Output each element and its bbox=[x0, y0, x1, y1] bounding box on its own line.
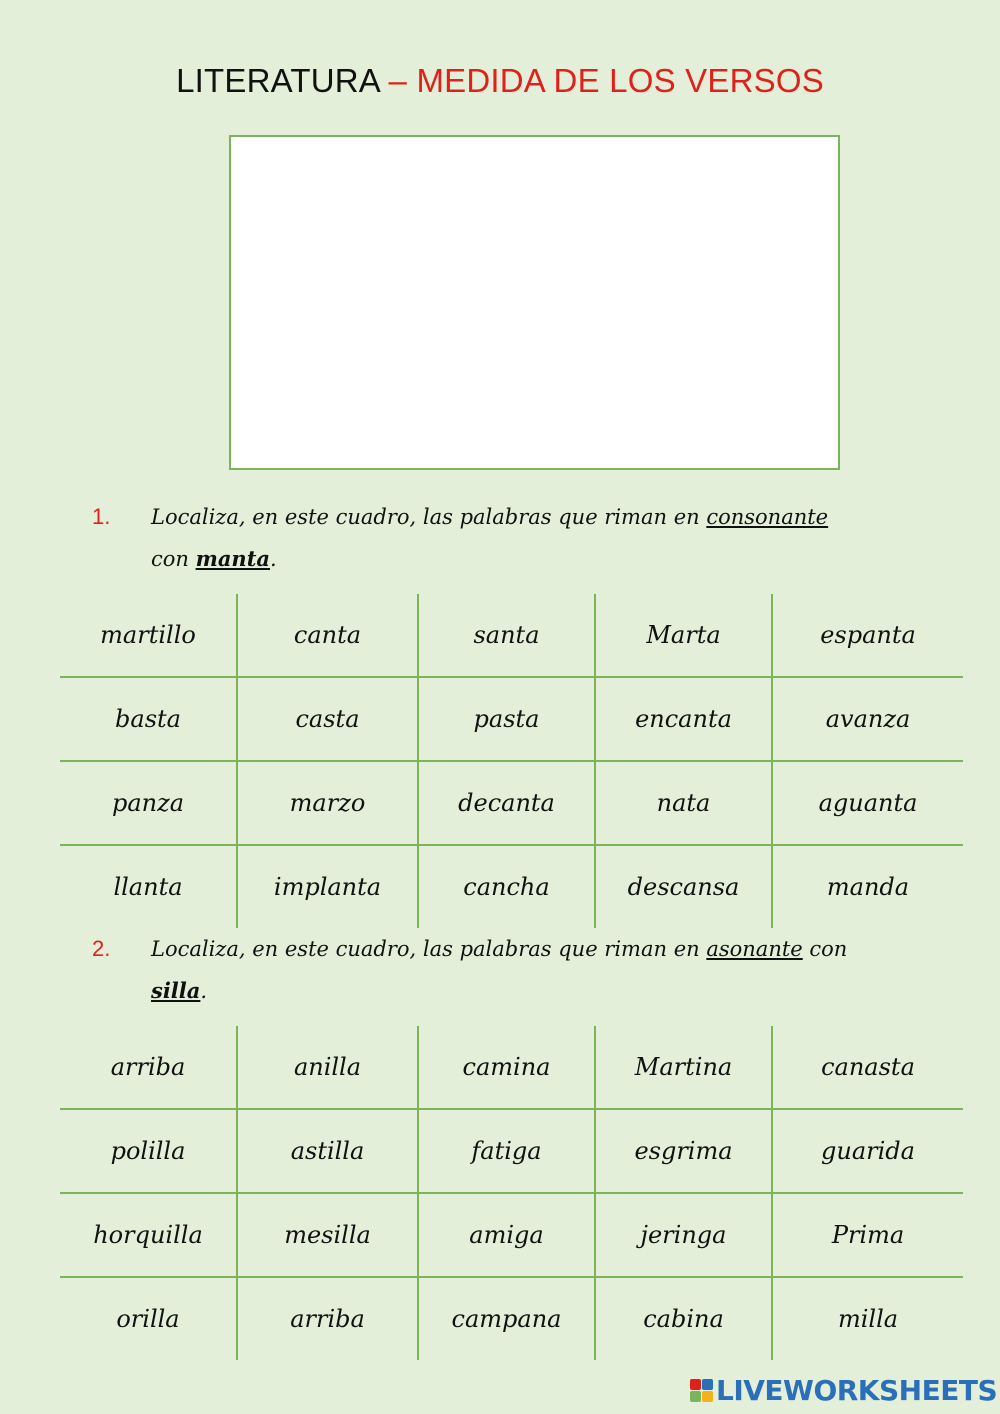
word-cell[interactable]: jeringa bbox=[595, 1193, 772, 1277]
word-cell[interactable]: encanta bbox=[595, 677, 772, 761]
word-cell[interactable]: canasta bbox=[772, 1026, 963, 1109]
exercise-1-text bbox=[151, 496, 950, 580]
liveworksheets-logo[interactable] bbox=[690, 1373, 997, 1407]
word-grid-row bbox=[60, 845, 963, 928]
exercise-2-text bbox=[151, 928, 950, 1012]
word-cell[interactable]: Marta bbox=[595, 594, 772, 677]
word-grid-row bbox=[60, 677, 963, 761]
word-cell[interactable]: polilla bbox=[60, 1109, 237, 1193]
word-grid-row bbox=[60, 761, 963, 845]
exercise-1-word-grid bbox=[60, 594, 963, 928]
word-cell[interactable]: santa bbox=[418, 594, 595, 677]
exercise-1-number: 1. bbox=[92, 504, 111, 529]
word-cell[interactable]: llanta bbox=[60, 845, 237, 928]
word-cell[interactable]: nata bbox=[595, 761, 772, 845]
page-title bbox=[0, 62, 1000, 100]
word-cell[interactable]: camina bbox=[418, 1026, 595, 1109]
exercise-1-text-middle: con bbox=[151, 547, 196, 571]
word-cell[interactable]: arriba bbox=[237, 1277, 418, 1360]
word-cell[interactable]: descansa bbox=[595, 845, 772, 928]
word-cell[interactable]: mesilla bbox=[237, 1193, 418, 1277]
word-cell[interactable]: milla bbox=[772, 1277, 963, 1360]
word-grid-row bbox=[60, 1026, 963, 1109]
word-cell[interactable]: Prima bbox=[772, 1193, 963, 1277]
exercise-2-text-after: . bbox=[200, 979, 208, 1003]
exercise-1-target-word: manta bbox=[195, 546, 271, 571]
exercise-1-keyword: consonante bbox=[706, 505, 829, 529]
word-cell[interactable]: basta bbox=[60, 677, 237, 761]
word-cell[interactable]: canta bbox=[237, 594, 418, 677]
exercise-2-number: 2. bbox=[92, 936, 111, 961]
exercise-1-instruction bbox=[90, 496, 950, 580]
word-cell[interactable]: cabina bbox=[595, 1277, 772, 1360]
word-cell[interactable]: manda bbox=[772, 845, 963, 928]
exercise-2-text-before: Localiza, en este cuadro, las palabras que riman en bbox=[151, 937, 707, 961]
word-cell[interactable]: marzo bbox=[237, 761, 418, 845]
word-cell[interactable]: aguanta bbox=[772, 761, 963, 845]
word-grid-row bbox=[60, 594, 963, 677]
word-cell[interactable]: astilla bbox=[237, 1109, 418, 1193]
exercise-2-keyword: asonante bbox=[706, 937, 803, 961]
word-cell[interactable]: esgrima bbox=[595, 1109, 772, 1193]
word-cell[interactable]: avanza bbox=[772, 677, 963, 761]
word-cell[interactable]: casta bbox=[237, 677, 418, 761]
word-cell[interactable]: martillo bbox=[60, 594, 237, 677]
exercise-1-text-before: Localiza, en este cuadro, las palabras que riman en bbox=[151, 505, 707, 529]
liveworksheets-logo-icon bbox=[690, 1379, 713, 1402]
word-cell[interactable]: anilla bbox=[237, 1026, 418, 1109]
word-cell[interactable]: decanta bbox=[418, 761, 595, 845]
exercise-1-text-after: . bbox=[270, 547, 277, 571]
word-cell[interactable]: fatiga bbox=[418, 1109, 595, 1193]
word-cell[interactable]: horquilla bbox=[60, 1193, 237, 1277]
word-cell[interactable]: espanta bbox=[772, 594, 963, 677]
exercise-2-word-grid bbox=[60, 1026, 963, 1360]
word-cell[interactable]: implanta bbox=[237, 845, 418, 928]
word-cell[interactable]: orilla bbox=[60, 1277, 237, 1360]
exercise-2-text-middle: con bbox=[802, 937, 848, 961]
title-topic: – MEDIDA DE LOS VERSOS bbox=[388, 62, 824, 99]
word-grid-row bbox=[60, 1277, 963, 1360]
word-cell[interactable]: panza bbox=[60, 761, 237, 845]
exercise-2-instruction bbox=[90, 928, 950, 1012]
exercise-2-target-word: silla bbox=[151, 978, 201, 1003]
logo-text: LIVEWORKSHEETS bbox=[716, 1373, 998, 1407]
word-cell[interactable]: Martina bbox=[595, 1026, 772, 1109]
word-grid-row bbox=[60, 1193, 963, 1277]
word-cell[interactable]: arriba bbox=[60, 1026, 237, 1109]
word-cell[interactable]: amiga bbox=[418, 1193, 595, 1277]
word-cell[interactable]: pasta bbox=[418, 677, 595, 761]
word-cell[interactable]: cancha bbox=[418, 845, 595, 928]
title-subject: LITERATURA bbox=[176, 62, 389, 99]
word-grid-row bbox=[60, 1109, 963, 1193]
word-cell[interactable]: guarida bbox=[772, 1109, 963, 1193]
image-placeholder-box bbox=[229, 135, 840, 470]
word-cell[interactable]: campana bbox=[418, 1277, 595, 1360]
